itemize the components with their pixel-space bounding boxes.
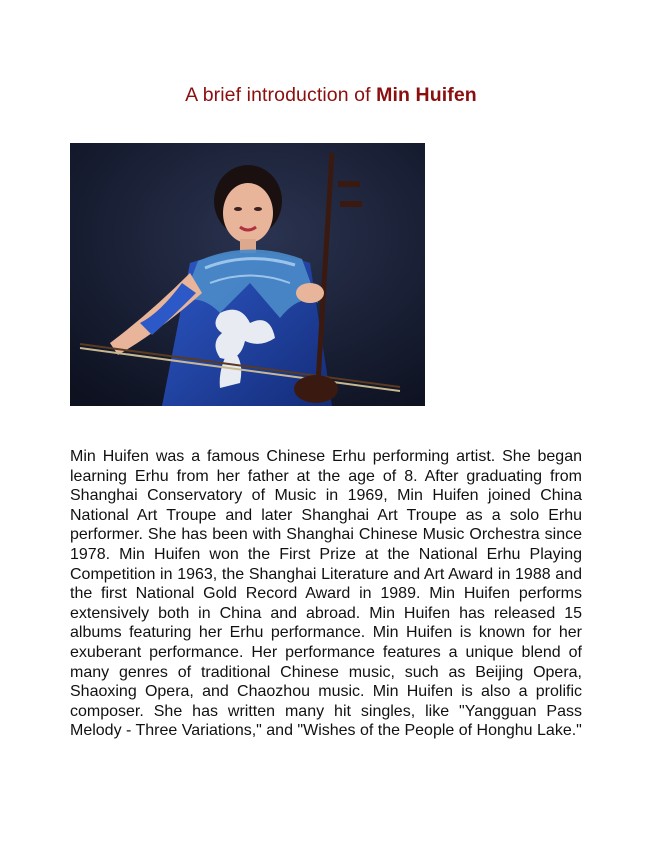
page-title: [0, 84, 662, 107]
erhu-performer-portrait-icon: [70, 143, 425, 406]
page-title-prefix: A brief introduction of: [185, 84, 377, 106]
page-title-name: Min Huifen: [376, 84, 477, 106]
biography-text: Min Huifen was a famous Chinese Erhu performing artist. She began learning Erhu from her father at the age of 8. After graduating from Shanghai Conservatory of Music in 1969, Min Huifen joined China National Art Troupe and later Shanghai Art Troupe as a solo Erhu performer. She has been with Shanghai Chinese Music Orchestra since 1978. Min Huifen won the First Prize at the National Erhu Playing Competition in 1963, the Shanghai Literature and Art Award in 1988 and the first National Gold Record Award in 1989. Min Huifen performs extensively both in China and abroad. Min Huifen has released 15 albums featuring her Erhu performance. Min Huifen is known for her exuberant performance. Her performance features a unique blend of many genres of traditional Chinese music, such as Beijing Opera, Shaoxing Opera, and Chaozhou music. Min Huifen is also a prolific composer. She has written many hit singles, like "Yangguan Pass Melody - Three Variations," and "Wishes of the People of Honghu Lake.": [70, 448, 582, 740]
performer-photo: [70, 143, 425, 406]
